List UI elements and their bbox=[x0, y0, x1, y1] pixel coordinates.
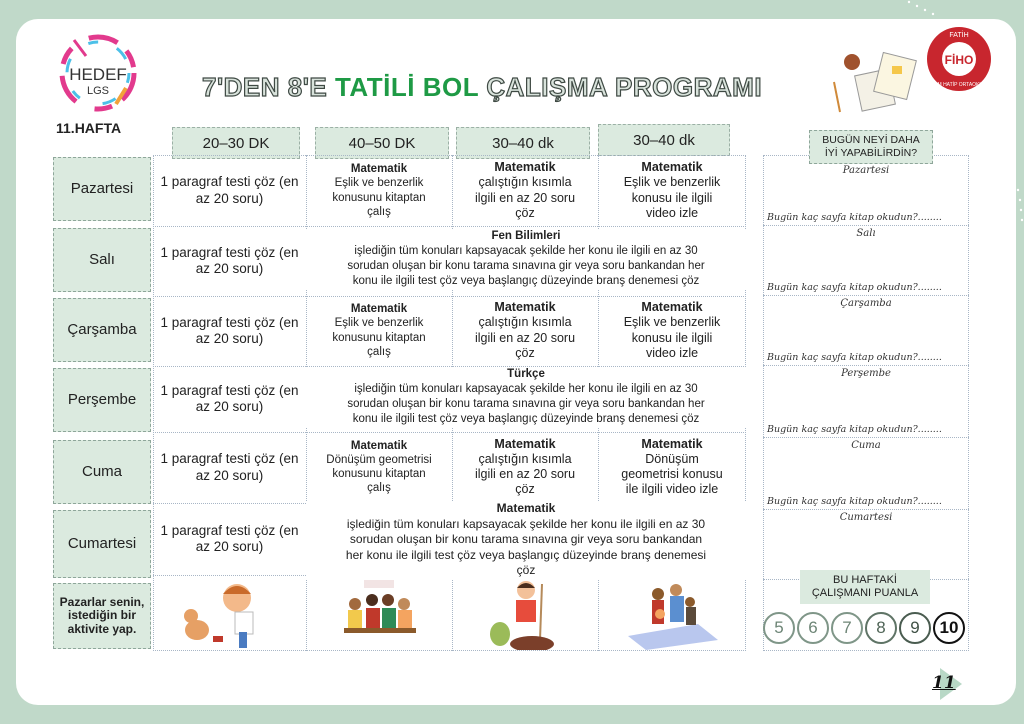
pages-read-field[interactable]: Bugün kaç sayfa kitap okudun?........ bbox=[767, 496, 942, 507]
reflection-row: Cuma Bugün kaç sayfa kitap okudun?........ bbox=[763, 438, 969, 510]
family-picnic-image bbox=[618, 580, 728, 650]
decorative-dots bbox=[905, 0, 1015, 20]
task-cell: Matematik Eşlik ve benzerlik konusunu kitaptan çalış bbox=[332, 303, 426, 358]
rating-option-5[interactable]: 5 bbox=[763, 612, 795, 644]
rating-header: BU HAFTAKİ ÇALIŞMANI PUANLA bbox=[800, 570, 930, 604]
decorative-dots bbox=[1010, 180, 1024, 280]
task-cell: 1 paragraf testi çöz (en az 20 soru) bbox=[160, 244, 299, 276]
reflection-row: Perşembe Bugün kaç sayfa kitap okudun?........ bbox=[763, 366, 969, 438]
svg-text:LGS: LGS bbox=[86, 85, 110, 97]
friends-at-table-image bbox=[330, 580, 430, 650]
task-cell: 1 paragraf testi çöz (en az 20 soru) bbox=[160, 314, 299, 346]
day-label-cumartesi: Cumartesi bbox=[53, 510, 151, 578]
rating-option-8[interactable]: 8 bbox=[865, 612, 897, 644]
task-cell: 1 paragraf testi çöz (en az 20 soru) bbox=[160, 174, 299, 206]
task-cell: 1 paragraf testi çöz (en az 20 soru) bbox=[160, 382, 299, 414]
rating-option-9[interactable]: 9 bbox=[899, 612, 931, 644]
study-desk-illustration bbox=[820, 42, 920, 122]
pages-read-field[interactable]: Bugün kaç sayfa kitap okudun?........ bbox=[767, 352, 942, 363]
logo-text: HEDEF bbox=[69, 65, 127, 84]
wide-task-cell: Matematik işlediğin tüm konuları kapsayacak şekilde her konu ile ilgili en az 30 sorudan oluşan bir konu tarama sınavına gir veya soru bankandan her konu ile ilgili test çöz veya başlangıç düzeyinde branş denemesi çöz bbox=[306, 501, 746, 579]
task-cell: 1 paragraf testi çöz (en az 20 soru) bbox=[160, 451, 299, 483]
page-title: 7'DEN 8'E TATİLİ BOL ÇALIŞMA PROGRAMI bbox=[202, 72, 763, 102]
task-cell: Matematik Eşlik ve benzerlik konusunu kitaptan çalış bbox=[332, 163, 426, 218]
page-number: 11 bbox=[926, 666, 966, 702]
reflection-row: Çarşamba Bugün kaç sayfa kitap okudun?........ bbox=[763, 296, 969, 366]
column-header: 30–40 dk bbox=[456, 127, 590, 159]
school-badge bbox=[926, 26, 992, 92]
task-cell: 1 paragraf testi çöz (en az 20 soru) bbox=[160, 522, 299, 554]
week-label: 11.HAFTA bbox=[56, 120, 122, 136]
pages-read-field[interactable]: Bugün kaç sayfa kitap okudun?........ bbox=[767, 282, 942, 293]
task-cell: Matematik Eşlik ve benzerlik konusu ile ilgili video izle bbox=[623, 300, 721, 360]
hedef-lgs-logo bbox=[56, 28, 140, 118]
svg-text:İMAM HATİP ORTAOKULU: İMAM HATİP ORTAOKULU bbox=[928, 82, 990, 88]
wide-task-cell: Fen Bilimleri işlediğin tüm konuları kapsayacak şekilde her konu ile ilgili en az 30 sorudan oluşan bir konu tarama sınavına gir veya soru bankandan her konu ile ilgili test çöz veya başlangıç düzeyinde branş denemesi çöz bbox=[306, 229, 746, 289]
rating-option-10[interactable]: 10 bbox=[933, 612, 965, 644]
day-label-pazar: Pazarlar senin, istediğin bir aktivite yap. bbox=[53, 583, 151, 649]
day-label-carsamba: Çarşamba bbox=[53, 298, 151, 362]
day-label-pazartesi: Pazartesi bbox=[53, 157, 151, 221]
task-cell: Matematik Dönüşüm geometrisi konusunu kitaptan çalış bbox=[326, 439, 432, 495]
rating-option-7[interactable]: 7 bbox=[831, 612, 863, 644]
day-label-persembe: Perşembe bbox=[53, 368, 151, 432]
task-cell: Matematik çalıştığın kısımla ilgili en az 20 soru çöz bbox=[474, 436, 576, 497]
task-cell: Matematik Eşlik ve benzerlik konusu ile ilgili video izle bbox=[623, 160, 721, 220]
task-cell: Matematik çalıştığın kısımla ilgili en az 20 soru çöz bbox=[474, 160, 576, 220]
pages-read-field[interactable]: Bugün kaç sayfa kitap okudun?........ bbox=[767, 212, 942, 223]
svg-text:FATİH: FATİH bbox=[949, 32, 969, 39]
reflection-row: Cumartesi bbox=[763, 510, 969, 580]
column-header: 20–30 DK bbox=[172, 127, 300, 159]
column-header: 40–50 DK bbox=[315, 127, 449, 159]
boy-gardening-image bbox=[478, 580, 578, 650]
rating-option-6[interactable]: 6 bbox=[797, 612, 829, 644]
day-label-cuma: Cuma bbox=[53, 440, 151, 504]
task-cell: Matematik çalıştığın kısımla ilgili en az 20 soru çöz bbox=[474, 300, 576, 360]
day-label-sali: Salı bbox=[53, 228, 151, 292]
reflection-header: BUGÜN NEYİ DAHA İYİ YAPABİLİRDİN? bbox=[809, 130, 933, 164]
reflection-row: Salı Bugün kaç sayfa kitap okudun?........ bbox=[763, 226, 969, 296]
svg-text:FİHO: FİHO bbox=[944, 53, 974, 67]
reflection-row: Pazartesi Bugün kaç sayfa kitap okudun?........ bbox=[763, 155, 969, 226]
task-cell: Matematik Dönüşüm geometrisi konusu ile ilgili video izle bbox=[621, 436, 723, 497]
column-header: 30–40 dk bbox=[598, 124, 730, 156]
wide-task-cell: Türkçe işlediğin tüm konuları kapsayacak şekilde her konu ile ilgili en az 30 sorudan oluşan bir konu tarama sınavına gir veya soru bankandan her konu ile ilgili test çöz veya başlangıç düzeyinde branş denemesi çöz bbox=[306, 367, 746, 427]
pages-read-field[interactable]: Bugün kaç sayfa kitap okudun?........ bbox=[767, 424, 942, 435]
child-with-cat-image bbox=[175, 580, 285, 650]
